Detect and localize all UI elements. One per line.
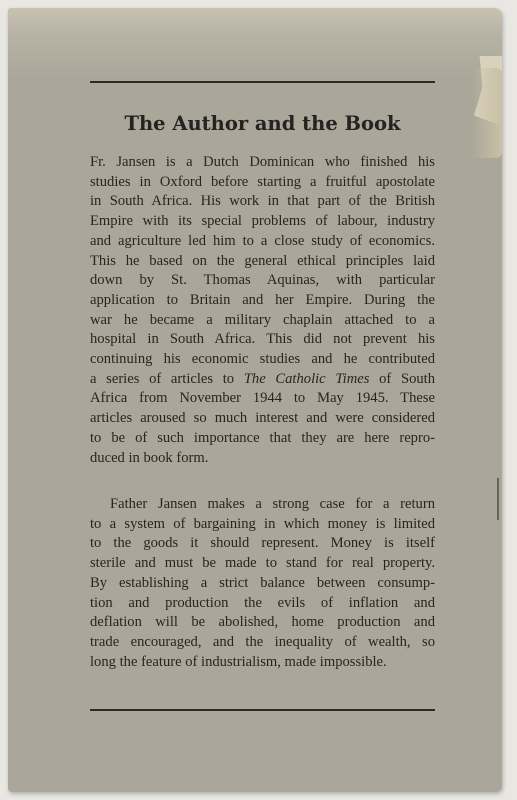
text-line: in South Africa. His work in that part of the British bbox=[90, 193, 435, 210]
text-line: Fr. Jansen is a Dutch Dominican who finished his bbox=[90, 154, 435, 170]
text-line: long the feature of industrialism, made impossible. bbox=[90, 653, 387, 670]
text-line: Empire with its special problems of labour, industry bbox=[90, 213, 435, 230]
text-line: sterile and must be made to stand for real property. bbox=[90, 555, 435, 572]
text-line: to be of such importance that they are here repro- bbox=[90, 429, 435, 446]
text-line: By establishing a strict balance between consump- bbox=[90, 574, 435, 591]
text-line: Father Jansen makes a strong case for a return bbox=[110, 496, 435, 512]
book-back-cover bbox=[8, 8, 502, 792]
text-line: war he became a military chaplain attached to a bbox=[90, 311, 435, 328]
text-line: trade encouraged, and the inequality of wealth, so bbox=[90, 633, 435, 650]
text-line: to a system of bargaining in which money is limited bbox=[90, 515, 435, 532]
paragraph-author bbox=[90, 153, 435, 468]
text-line: continuing his economic studies and he contributed bbox=[90, 351, 435, 368]
text-line: duced in book form. bbox=[90, 449, 209, 466]
text-line: studies in Oxford before starting a fruitful apostolate bbox=[90, 173, 435, 190]
text-line: application to Britain and her Empire. During the bbox=[90, 291, 435, 308]
text-line: hospital in South Africa. This did not prevent his bbox=[90, 331, 435, 348]
text-segment: of South bbox=[369, 370, 436, 387]
bottom-rule bbox=[90, 709, 435, 711]
publication-title: The Catholic Times bbox=[243, 370, 370, 387]
text-line: This he based on the general ethical principles laid bbox=[90, 252, 435, 269]
paragraph-book bbox=[90, 495, 435, 672]
text-line: and agriculture led him to a close study of economics. bbox=[90, 232, 435, 249]
text-line bbox=[90, 370, 435, 390]
text-line: articles aroused so much interest and were considered bbox=[90, 410, 435, 427]
page-title: The Author and the Book bbox=[124, 112, 401, 135]
staple-mark bbox=[497, 478, 499, 520]
text-segment: a series of articles to bbox=[90, 370, 244, 387]
text-line: Africa from November 1944 to May 1945. These bbox=[90, 390, 435, 407]
top-rule bbox=[90, 81, 435, 83]
text-line: down by St. Thomas Aquinas, with particular bbox=[90, 272, 435, 289]
text-line: to the goods it should represent. Money is itself bbox=[90, 535, 435, 552]
text-line: deflation will be abolished, home production and bbox=[90, 614, 435, 631]
text-line: tion and production the evils of inflation and bbox=[90, 594, 435, 611]
torn-corner bbox=[474, 56, 502, 126]
